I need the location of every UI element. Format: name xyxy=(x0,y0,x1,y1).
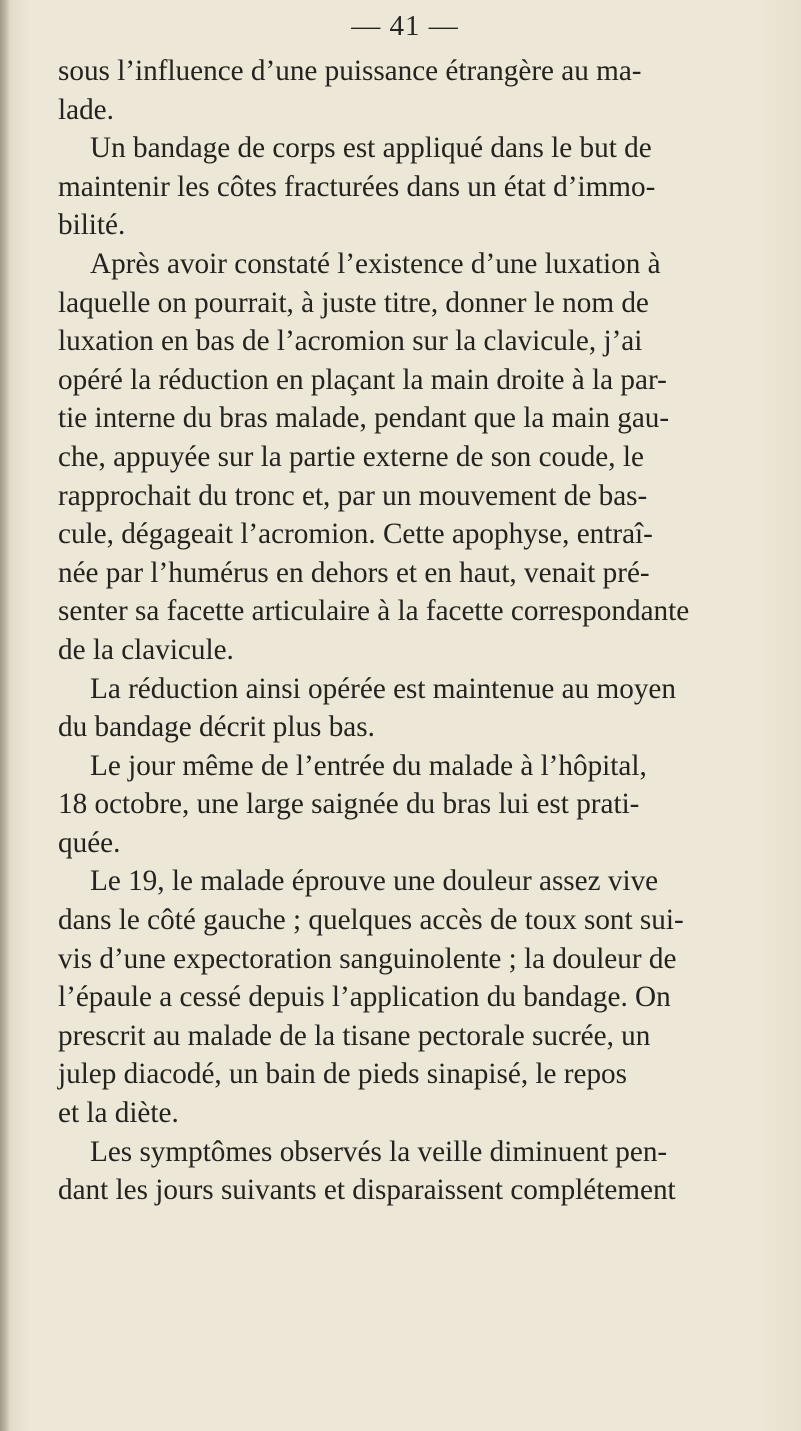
text-line: dant les jours suivants et disparaissent complétement xyxy=(58,1174,676,1207)
text-line: et la diète. xyxy=(58,1097,179,1130)
text-line: Après avoir constaté l’existence d’une luxation à xyxy=(90,247,661,280)
text-line: prescrit au malade de la tisane pectorale sucrée, un xyxy=(58,1019,651,1052)
text-line: 18 octobre, une large saignée du bras lui est prati- xyxy=(58,788,640,821)
text-line: bilité. xyxy=(58,209,126,242)
text-line: l’épaule a cessé depuis l’application du bandage. On xyxy=(58,981,671,1014)
body-text xyxy=(58,52,790,1210)
text-line: senter sa facette articulaire à la facette correspondante xyxy=(58,595,690,628)
text-line: La réduction ainsi opérée est maintenue au moyen xyxy=(90,672,676,705)
text-line: Le jour même de l’entrée du malade à l’hôpital, xyxy=(90,749,647,782)
text-line: sous l’influence d’une puissance étrangère au ma- xyxy=(58,55,642,87)
text-line: laquelle on pourrait, à juste titre, donner le nom de xyxy=(58,286,649,319)
text-line: lade. xyxy=(58,93,114,126)
page-gutter-shadow xyxy=(0,0,10,1431)
text-line: che, appuyée sur la partie externe de son coude, le xyxy=(58,440,644,473)
text-line: de la clavicule. xyxy=(58,633,234,666)
text-line: vis d’une expectoration sanguinolente ; la douleur de xyxy=(58,942,677,975)
text-line: dans le côté gauche ; quelques accès de toux sont sui- xyxy=(58,904,684,937)
text-line: Le 19, le malade éprouve une douleur assez vive xyxy=(90,865,659,898)
text-line: Les symptômes observés la veille diminuent pen- xyxy=(90,1135,668,1168)
text-line: luxation en bas de l’acromion sur la clavicule, j’ai xyxy=(58,325,643,358)
page-number: — 41 — xyxy=(351,10,459,42)
text-line: cule, dégageait l’acromion. Cette apophyse, entraî- xyxy=(58,518,653,551)
text-line: rapprochait du tronc et, par un mouvement de bas- xyxy=(58,479,648,512)
text-line: tie interne du bras malade, pendant que la main gau- xyxy=(58,402,670,435)
text-line: du bandage décrit plus bas. xyxy=(58,711,375,744)
text-line: julep diacodé, un bain de pieds sinapisé, le repos xyxy=(58,1058,627,1091)
text-line: Un bandage de corps est appliqué dans le but de xyxy=(90,132,652,165)
text-line: quée. xyxy=(58,826,121,859)
text-line: née par l’humérus en dehors et en haut, venait pré- xyxy=(58,556,650,589)
text-line: opéré la réduction en plaçant la main droite à la par- xyxy=(58,363,667,396)
text-line: maintenir les côtes fracturées dans un état d’immo- xyxy=(58,170,656,203)
